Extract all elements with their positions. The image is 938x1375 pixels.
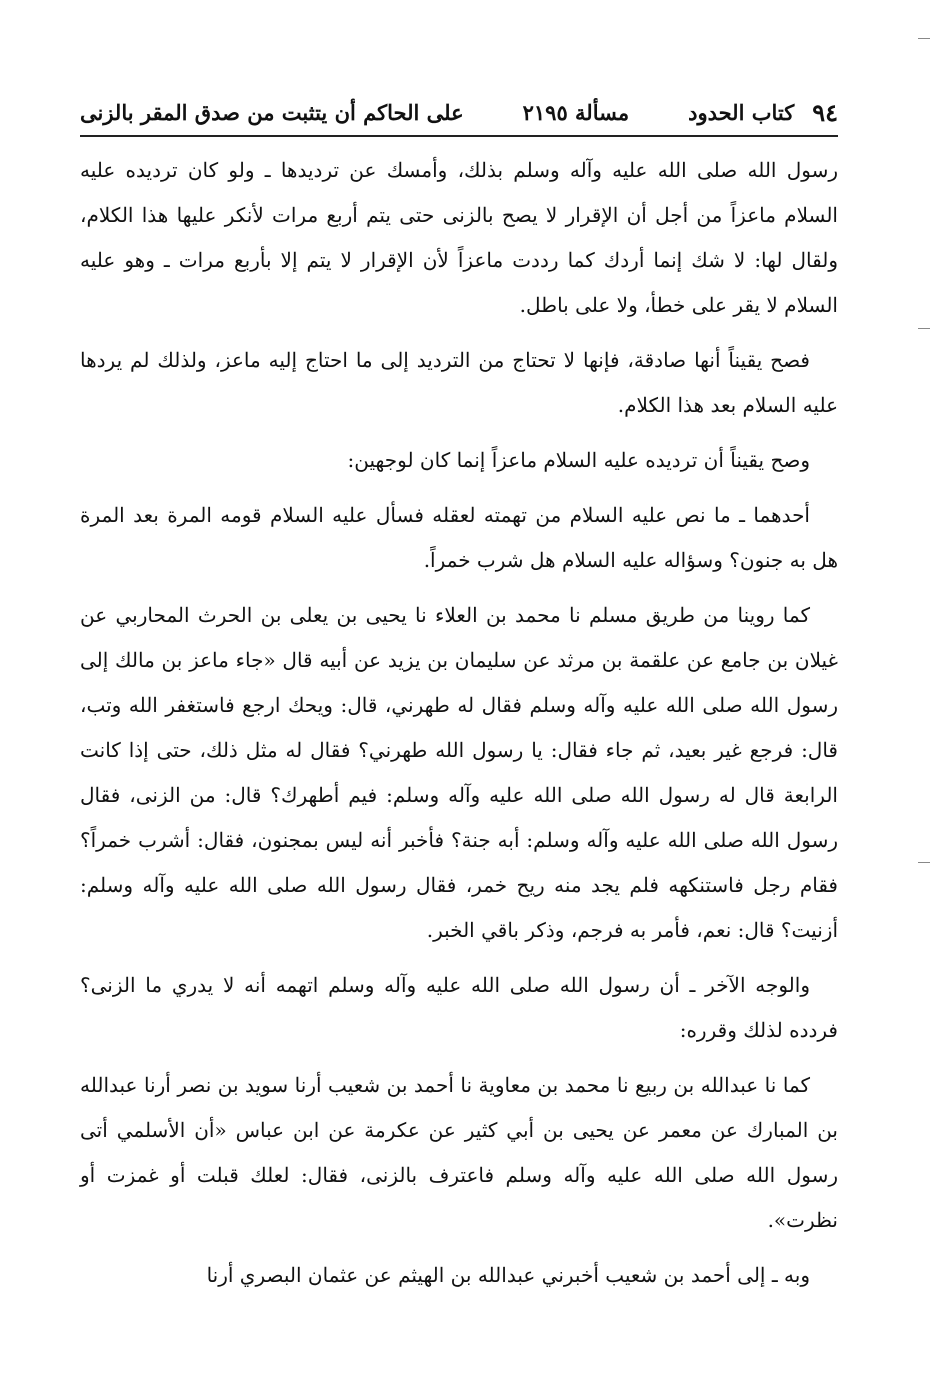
page-number: ٩٤ [812,97,838,127]
paragraph: أحدهما ـ ما نص عليه السلام من تهمته لعقله فسأل عليه السلام قومه المرة بعد المرة هل به جنون؟ وسؤاله عليه السلام هل شرب خمراً. [80,503,838,572]
running-header [80,92,838,132]
body-text [80,148,838,1308]
paragraph: كما روينا من طريق مسلم نا محمد بن العلاء نا يحيى بن يعلى بن الحرث المحاربي عن غيلان بن جامع عن علقمة بن مرثد عن سليمان بن يزيد عن أبيه قال «جاء ماعز بن مالك إلى رسول الله صلى الله عليه وآله وسلم فقال له طهرني، قال: ويحك ارجع فاستغفر الله وتب، قال: فرجع غير بعيد، ثم جاء فقال: يا رسول الله طهرني؟ فقال له مثل ذلك، حتى إذا كانت الرابعة قال له رسول الله صلى الله عليه وآله وسلم: فيم أطهرك؟ قال: من الزنى، فقال رسول الله صلى الله عليه وآله وسلم: أبه جنة؟ فأخبر أنه ليس بمجنون، فقال: أشرب خمراً؟ فقام رجل فاستنكهه فلم يجد منه ريح خمر، فقال رسول الله صلى الله عليه وآله وسلم: أزنيت؟ قال: نعم، فأمر به فرجم، وذكر باقي الخبر. [80,603,839,942]
paragraph: كما نا عبدالله بن ربيع نا محمد بن معاوية نا أحمد بن شعيب أرنا سويد بن نصر أرنا عبدالله بن المبارك عن معمر عن يحيى بن أبي كثير عن عكرمة عن ابن عباس «أن الأسلمي أتى رسول الله صلى الله عليه وآله وسلم فاعترف بالزنى، فقال: لعلك قبلت أو غمزت أو نظرت». [80,1073,838,1232]
paragraph: والوجه الآخر ـ أن رسول الله صلى الله عليه وآله وسلم اتهمه أنه لا يدري ما الزنى؟ فردده لذلك وقرره: [80,973,838,1042]
margin-mark [918,862,930,863]
header-right-group [688,98,838,127]
issue-title: على الحاكم أن يتثبت من صدق المقر بالزنى [80,99,464,125]
margin-mark [918,328,930,329]
paragraph: فصح يقيناً أنها صادقة، فإنها لا تحتاج من الترديد إلى ما احتاج إليه ماعز، ولذلك لم يردها عليه السلام بعد هذا الكلام. [80,348,838,417]
paragraph: رسول الله صلى الله عليه وآله وسلم بذلك، وأمسك عن ترديدها ـ ولو كان ترديده عليه السلام ماعزاً من أجل أن الإقرار لا يصح بالزنى حتى يتم أربع مرات لأنكر عليها هذا الكلام، ولقال لها: لا شك إنما أردك كما رددت ماعزاً لأن الإقرار لا يتم إلا بأربع مرات ـ وهو عليه السلام لا يقر على خطأ، ولا على باطل. [80,158,838,317]
issue-number: مسألة ٢١٩٥ [522,99,630,125]
paragraph: وصح يقيناً أن ترديده عليه السلام ماعزاً إنما كان لوجهين: [347,448,810,472]
margin-mark [918,38,930,39]
header-divider [80,135,838,137]
paragraph: وبه ـ إلى أحمد بن شعيب أخبرني عبدالله بن الهيثم عن عثمان البصري أرنا [206,1263,810,1287]
book-title: كتاب الحدود [688,99,795,125]
